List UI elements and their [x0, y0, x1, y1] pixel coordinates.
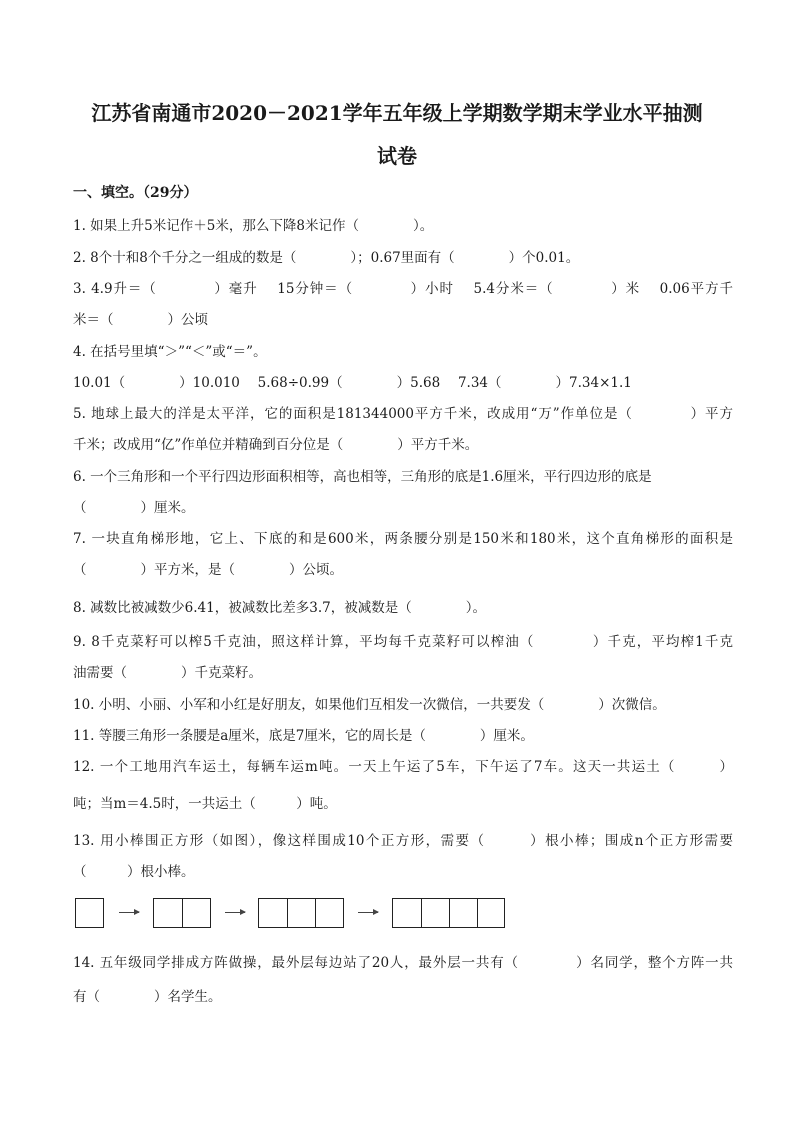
question-3-line-1: 3. 4.9升＝（ ）毫升 15分钟＝（ ）小时 5.4分米＝（ ）米 0.06平方千 [73, 281, 733, 297]
question-2: 2. 8个十和8个千分之一组成的数是（ ）；0.67里面有（ ）个0.01。 [73, 250, 580, 266]
question-13-line-2: （ ）根小棒。 [73, 864, 195, 880]
question-5-line-2: 千米；改成用“亿”作单位并精确到百分位是（ ）平方千米。 [73, 437, 479, 453]
question-14-line-2: 有（ ）名学生。 [73, 989, 222, 1005]
title-line-2: 试卷 [377, 144, 417, 168]
question-4-line-2: 10.01（ ）10.010 5.68÷0.99（ ）5.68 7.34（ ）7.34×1.1 [73, 375, 632, 391]
question-3-line-2: 米＝（ ）公顷 [73, 312, 208, 328]
question-12-line-2: 吨；当m＝4.5时，一共运土（ ）吨。 [73, 796, 337, 812]
question-13-line-1: 13. 用小棒围正方形（如图），像这样围成10个正方形，需要（ ）根小棒；围成n个正方形需要 [73, 833, 733, 849]
question-10: 10. 小明、小丽、小军和小红是好朋友，如果他们互相发一次微信，一共要发（ ）次微信。 [73, 697, 666, 713]
question-7-line-1: 7. 一块直角梯形地，它上、下底的和是600米，两条腰分别是150米和180米，这个直角梯形的面积是 [73, 531, 733, 547]
arrow-icon [358, 912, 378, 913]
question-9-line-2: 油需要（ ）千克菜籽。 [73, 665, 262, 681]
question-6-line-2: （ ）厘米。 [73, 500, 195, 516]
one-square [75, 898, 104, 928]
question-12-line-1: 12. 一个工地用汽车运土，每辆车运m吨。一天上午运了5车，下午运了7车。这天一共运土（ ） [73, 759, 733, 775]
two-squares [153, 898, 211, 928]
question-6-line-1: 6. 一个三角形和一个平行四边形面积相等，高也相等，三角形的底是1.6厘米，平行四边形的底是 [73, 469, 652, 485]
question-11: 11. 等腰三角形一条腰是a厘米，底是7厘米，它的周长是（ ）厘米。 [73, 728, 534, 744]
arrow-icon [119, 912, 139, 913]
three-squares [258, 898, 344, 928]
question-1: 1. 如果上升5米记作＋5米，那么下降8米记作（ ）。 [73, 218, 434, 234]
four-squares [392, 898, 505, 928]
title-line-1: 江苏省南通市2020－2021学年五年级上学期数学期末学业水平抽测 [91, 101, 703, 125]
question-9-line-1: 9. 8千克菜籽可以榨5千克油，照这样计算，平均每千克菜籽可以榨油（ ）千克，平均榨1千克 [73, 634, 733, 650]
question-14-line-1: 14. 五年级同学排成方阵做操，最外层每边站了20人，最外层一共有（ ）名同学，整个方阵一共 [73, 955, 733, 971]
arrow-icon [225, 912, 245, 913]
question-5-line-1: 5. 地球上最大的洋是太平洋，它的面积是181344000平方千米，改成用“万”作单位是（ ）平方 [73, 406, 733, 422]
section-heading: 一、填空。（29分） [73, 185, 198, 201]
question-4-line-1: 4. 在括号里填“＞”“＜”或“＝”。 [73, 344, 267, 360]
question-7-line-2: （ ）平方米，是（ ）公顷。 [73, 562, 343, 578]
question-8: 8. 减数比被减数少6.41，被减数比差多3.7，被减数是（ ）。 [73, 600, 486, 616]
